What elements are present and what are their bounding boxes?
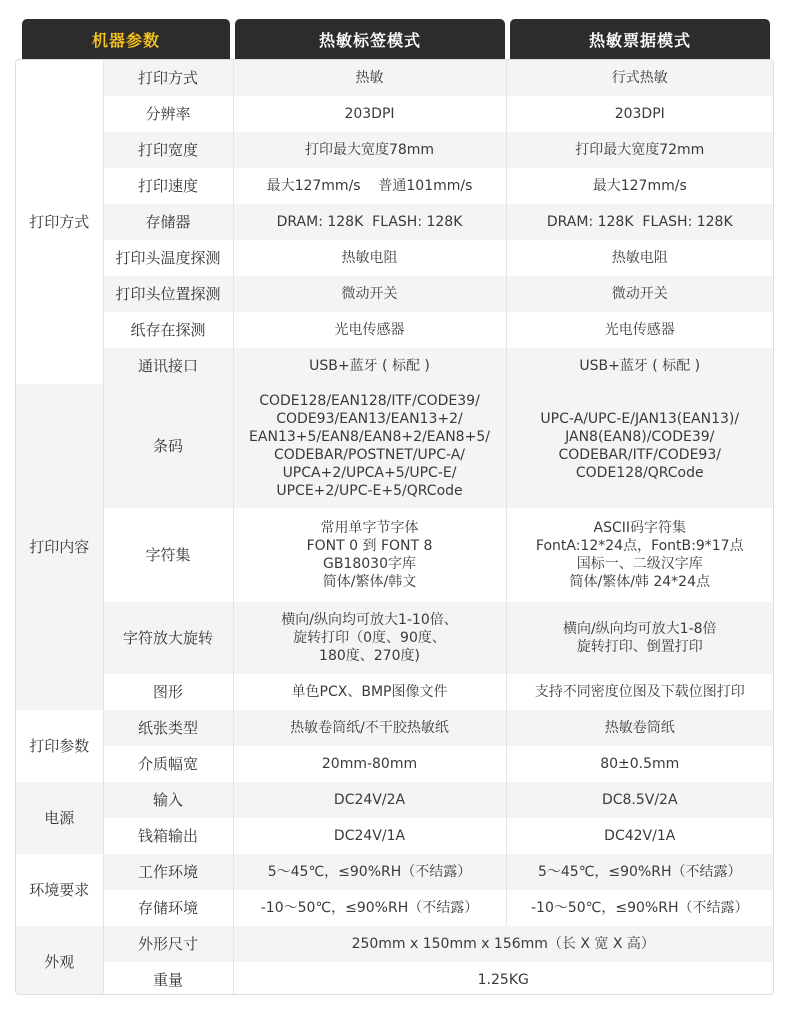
value-line: CODEBAR/POSTNET/UPC-A/ <box>273 447 466 463</box>
receipt-mode-value <box>506 384 773 508</box>
receipt-mode-value <box>506 508 773 602</box>
table-row <box>16 674 773 710</box>
value-line: EAN13+5/EAN8/EAN8+2/EAN8+5/ <box>249 429 490 445</box>
value-line: 旋转打印、倒置打印 <box>576 639 703 655</box>
row-label: 分辨率 <box>103 96 233 132</box>
row-label: 打印头温度探测 <box>103 240 233 276</box>
table-row <box>16 60 773 96</box>
receipt-mode-value: DRAM: 128K FLASH: 128K <box>506 204 773 240</box>
value-line: UPCE+2/UPC-E+5/QRCode <box>276 483 463 499</box>
row-label: 纸存在探测 <box>103 312 233 348</box>
header-machine-params <box>22 19 230 59</box>
value-line: FontA:12*24点，FontB:9*17点 <box>535 538 744 554</box>
receipt-mode-value <box>506 602 773 674</box>
group-print-method: 打印方式 <box>16 60 103 384</box>
table-row <box>16 276 773 312</box>
group-print-content: 打印内容 <box>16 384 103 710</box>
table-row <box>16 710 773 746</box>
label-mode-value: 光电传感器 <box>233 312 506 348</box>
table-row <box>16 508 773 602</box>
row-label: 存储器 <box>103 204 233 240</box>
value-line: CODE128/QRCode <box>575 465 704 481</box>
row-label: 外形尺寸 <box>103 926 233 962</box>
label-mode-value: 5～45℃，≤90%RH（不结露） <box>233 854 506 890</box>
row-label: 通讯接口 <box>103 348 233 384</box>
row-label: 输入 <box>103 782 233 818</box>
receipt-mode-value: 热敏电阻 <box>506 240 773 276</box>
value-line: ASCII码字符集 <box>593 520 686 536</box>
header-receipt-mode-label: 热敏票据模式 <box>588 30 691 50</box>
group-environment: 环境要求 <box>16 854 103 926</box>
table-row <box>16 746 773 782</box>
label-mode-value: DC24V/1A <box>233 818 506 854</box>
row-label: 字符放大旋转 <box>103 602 233 674</box>
row-label: 字符集 <box>103 508 233 602</box>
value-line: 简体/繁体/韩 24*24点 <box>569 574 710 590</box>
label-mode-value: 热敏卷筒纸/不干胶热敏纸 <box>233 710 506 746</box>
row-label: 重量 <box>103 962 233 995</box>
receipt-mode-value: 80±0.5mm <box>506 746 773 782</box>
table-row <box>16 132 773 168</box>
label-mode-value <box>233 602 506 674</box>
receipt-mode-value: 打印最大宽度72mm <box>506 132 773 168</box>
table-row <box>16 168 773 204</box>
receipt-mode-value: USB+蓝牙 ( 标配 ) <box>506 348 773 384</box>
group-print-params: 打印参数 <box>16 710 103 782</box>
label-mode-value: 203DPI <box>233 96 506 132</box>
label-mode-value: 微动开关 <box>233 276 506 312</box>
value-line: UPCA+2/UPCA+5/UPC-E/ <box>282 465 457 481</box>
label-mode-value: 打印最大宽度78mm <box>233 132 506 168</box>
header-receipt-mode <box>510 19 770 59</box>
label-mode-value: DRAM: 128K FLASH: 128K <box>233 204 506 240</box>
label-mode-value <box>233 508 506 602</box>
value-line: GB18030字库 <box>323 556 416 572</box>
value-line: 常用单字节字体 <box>320 520 419 536</box>
table-row <box>16 348 773 384</box>
row-label: 纸张类型 <box>103 710 233 746</box>
table-row <box>16 384 773 508</box>
row-label: 介质幅宽 <box>103 746 233 782</box>
shared-value: 250mm x 150mm x 156mm（长 X 宽 X 高） <box>233 926 773 962</box>
row-label: 条码 <box>103 384 233 508</box>
group-power: 电源 <box>16 782 103 854</box>
group-appearance: 外观 <box>16 926 103 995</box>
receipt-mode-value: 203DPI <box>506 96 773 132</box>
value-line: CODE128/EAN128/ITF/CODE39/ <box>259 393 480 409</box>
table-row <box>16 818 773 854</box>
value-line: 简体/繁体/韩文 <box>322 574 417 590</box>
value-line: JAN8(EAN8)/CODE39/ <box>565 429 715 445</box>
label-mode-value: 热敏 <box>233 60 506 96</box>
receipt-mode-value: 热敏卷筒纸 <box>506 710 773 746</box>
table-row <box>16 204 773 240</box>
receipt-mode-value: 微动开关 <box>506 276 773 312</box>
value-line: FONT 0 到 FONT 8 <box>306 538 433 554</box>
row-label: 打印宽度 <box>103 132 233 168</box>
table-row <box>16 312 773 348</box>
header-label-mode <box>235 19 505 59</box>
value-line: CODEBAR/ITF/CODE93/ <box>558 447 721 463</box>
label-mode-value: 单色PCX、BMP图像文件 <box>233 674 506 710</box>
value-line: CODE93/EAN13/EAN13+2/ <box>276 411 463 427</box>
value-line: UPC-A/UPC-E/JAN13(EAN13)/ <box>540 411 740 427</box>
label-mode-value <box>233 384 506 508</box>
row-label: 存储环境 <box>103 890 233 926</box>
row-label: 打印速度 <box>103 168 233 204</box>
row-label: 工作环境 <box>103 854 233 890</box>
row-label: 打印头位置探测 <box>103 276 233 312</box>
table-row <box>16 890 773 926</box>
label-mode-value: -10～50℃，≤90%RH（不结露） <box>233 890 506 926</box>
label-mode-value: DC24V/2A <box>233 782 506 818</box>
receipt-mode-value: 光电传感器 <box>506 312 773 348</box>
header-machine-params-label: 机器参数 <box>91 30 160 50</box>
value-line: 横向/纵向均可放大1-8倍 <box>562 621 717 637</box>
receipt-mode-value: 最大127mm/s <box>506 168 773 204</box>
label-mode-value: 20mm-80mm <box>233 746 506 782</box>
value-line: 180度、270度) <box>319 648 420 664</box>
receipt-mode-value: DC8.5V/2A <box>506 782 773 818</box>
value-line: 旋转打印（0度、90度、 <box>293 630 446 646</box>
receipt-mode-value: DC42V/1A <box>506 818 773 854</box>
label-mode-value: 热敏电阻 <box>233 240 506 276</box>
label-mode-value: 最大127mm/s 普通101mm/s <box>233 168 506 204</box>
row-label: 打印方式 <box>103 60 233 96</box>
header-label-mode-label: 热敏标签模式 <box>318 30 421 50</box>
receipt-mode-value: 5～45℃，≤90%RH（不结露） <box>506 854 773 890</box>
spec-table-frame <box>15 59 774 995</box>
table-row <box>16 854 773 890</box>
table-row <box>16 96 773 132</box>
table-row <box>16 782 773 818</box>
receipt-mode-value: 支持不同密度位图及下载位图打印 <box>506 674 773 710</box>
row-label: 图形 <box>103 674 233 710</box>
receipt-mode-value: -10～50℃，≤90%RH（不结露） <box>506 890 773 926</box>
table-row <box>16 926 773 962</box>
label-mode-value: USB+蓝牙 ( 标配 ) <box>233 348 506 384</box>
value-line: 国标一、二级汉字库 <box>576 556 703 572</box>
shared-value: 1.25KG <box>233 962 773 995</box>
table-row <box>16 602 773 674</box>
table-row <box>16 962 773 995</box>
receipt-mode-value: 行式热敏 <box>506 60 773 96</box>
value-line: 横向/纵向均可放大1-10倍、 <box>281 612 458 628</box>
spec-table <box>16 60 773 995</box>
row-label: 钱箱输出 <box>103 818 233 854</box>
table-row <box>16 240 773 276</box>
